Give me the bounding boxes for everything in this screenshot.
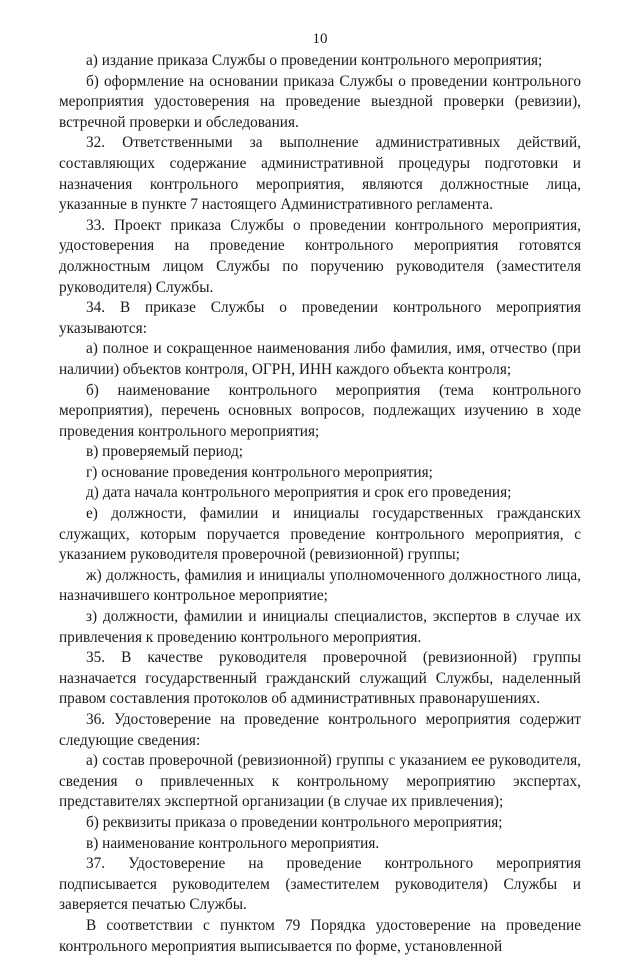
paragraph: ж) должность, фамилия и инициалы уполномоченного должностного лица, назначившего контрольное мероприятие; [59,566,581,605]
paragraph: в) проверяемый период; [86,443,244,461]
paragraph: а) состав проверочной (ревизионной) группы с указанием ее руководителя, сведения о привлеченных к контрольному мероприятию экспертах, представителях экспертной организации (в случае их привлечения); [59,752,581,811]
paragraph: 34. В приказе Службы о проведении контрольного мероприятия указываются: [59,299,581,337]
paragraph: з) должности, фамилии и инициалы специалистов, экспертов в случае их привлечения к проведению контрольного мероприятия. [59,608,581,646]
document-body [59,51,581,957]
paragraph: 36. Удостоверение на проведение контрольного мероприятия содержит следующие сведения: [59,711,581,749]
paragraph: д) дата начала контрольного мероприятия и срок его проведения; [86,484,512,502]
paragraph: а) полное и сокращенное наименования либо фамилия, имя, отчество (при наличии) объектов контроля, ОГРН, ИНН каждого объекта контроля; [59,340,581,378]
paragraph: б) оформление на основании приказа Службы о проведении контрольного мероприятия удостоверения на проведение выездной проверки (ревизии), встречной проверки и обследования. [59,72,581,131]
paragraph: а) издание приказа Службы о проведении контрольного мероприятия; [86,52,543,69]
page-number: 10 [312,31,328,47]
paragraph: е) должности, фамилии и инициалы государственных гражданских служащих, которым поручается проведение контрольного мероприятия, с указанием руководителя проверочной (ревизионной) группы; [59,505,581,564]
paragraph: 33. Проект приказа Службы о проведении контрольного мероприятия, удостоверения на проведение контрольного мероприятия готовятся должностным лицом Службы по поручению руководителя (заместителя руководителя) Службы. [59,216,581,296]
paragraph: 32. Ответственными за выполнение административных действий, составляющих содержание административной процедуры подготовки и назначения контрольного мероприятия, являются должностные лица, указанные в пункте 7 настоящего Административного регламента. [59,134,581,214]
paragraph: б) реквизиты приказа о проведении контрольного мероприятия; [86,813,503,831]
paragraph: в) наименование контрольного мероприятия. [86,834,380,852]
paragraph: 37. Удостоверение на проведение контрольного мероприятия подписывается руководителем (заместителем руководителя) Службы и заверяется печатью Службы. [59,855,581,914]
paragraph: г) основание проведения контрольного мероприятия; [86,463,433,481]
paragraph: В соответствии с пунктом 79 Порядка удостоверение на проведение контрольного мероприятия выписывается по форме, установленной [59,916,581,955]
paragraph: б) наименование контрольного мероприятия (тема контрольного мероприятия), перечень основных вопросов, подлежащих изучению в ходе проведения контрольного мероприятия; [59,381,581,440]
paragraph: 35. В качестве руководителя проверочной (ревизионной) группы назначается государственный гражданский служащий Службы, наделенный правом составления протоколов об административных правонарушениях. [59,649,581,708]
